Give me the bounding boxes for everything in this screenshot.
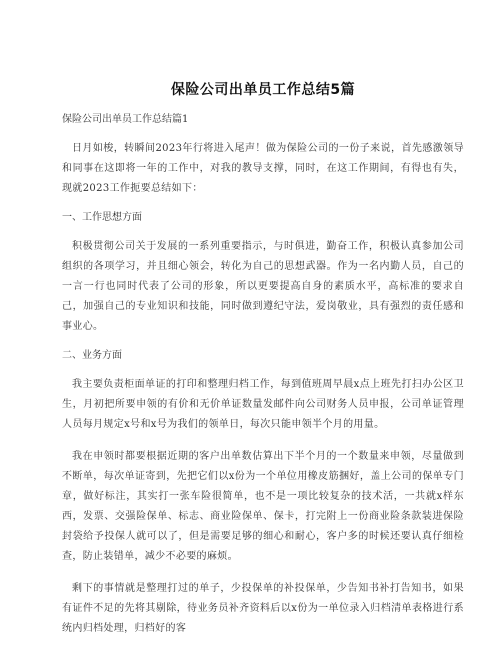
document-title: 保险公司出单员工作总结5篇 — [170, 82, 356, 98]
paragraph-business-3: 剩下的事情就是整理打过的单子，少投保单的补投保单，少告知书补打告知书，如果有证件不足的先将其剔除，待业务员补齐资料后以x份为一单位录入归档清单表格进行系统内归档处理，归档好的客 — [62, 583, 464, 634]
document-subtitle: 保险公司出单员工作总结篇1 — [62, 114, 189, 125]
paragraph-business-1: 我主要负责柜面单证的打印和整理归档工作，每到值班周早晨x点上班先打扫办公区卫生，月初把所要申领的有价和无价单证数量发邮件向公司财务人员申报，公司单证管理人员每月规定x号和x号为我们的领单日，每次只能申领半个月的用量。 — [62, 379, 464, 430]
paragraph-intro: 日月如梭，转瞬间2023年行将进入尾声！做为保险公司的一份子来说，首先感激领导和同事在这即将一年的工作中，对我的教导支撑，同时，在这工作期间，有得也有失，现就2023工作扼要总结如下： — [62, 143, 464, 194]
section-heading-thought: 一、工作思想方面 — [62, 212, 142, 223]
paragraph-business-2: 我在申领时都要根据近期的客户出单数估算出下半个月的一个数量来申领，尽量做到不断单，每次单证寄到，先把它们以x份为一个单位用橡皮筋捆好，盖上公司的保单专门章，做好标注，其实打一张车险很简单，也不是一项比较复杂的技术活，一共就x样东西，发票、交强险保单、标志、商业险保单、保卡，打完附上一份商业险条款装进保险封袋给予投保人就可以了，但是需要足够的细心和耐心，客户多的时候还要认真仔细检查，防止装错单，减少不必要的麻烦。 — [62, 451, 464, 562]
document-body — [62, 113, 464, 639]
section-heading-business: 二、业务方面 — [62, 350, 122, 361]
paragraph-thought: 积极贯彻公司关于发展的一系列重要指示，与时俱进，勤奋工作，积极认真参加公司组织的各项学习，并且细心领会，转化为自己的思想武器。作为一名内勤人员，自己的一言一行也同时代表了公司的形象，所以更要提高自身的素质水平，高标准的要求自己，加强自己的专业知识和技能，同时做到遵纪守法，爱岗敬业，具有强烈的责任感和事业心。 — [62, 241, 464, 332]
